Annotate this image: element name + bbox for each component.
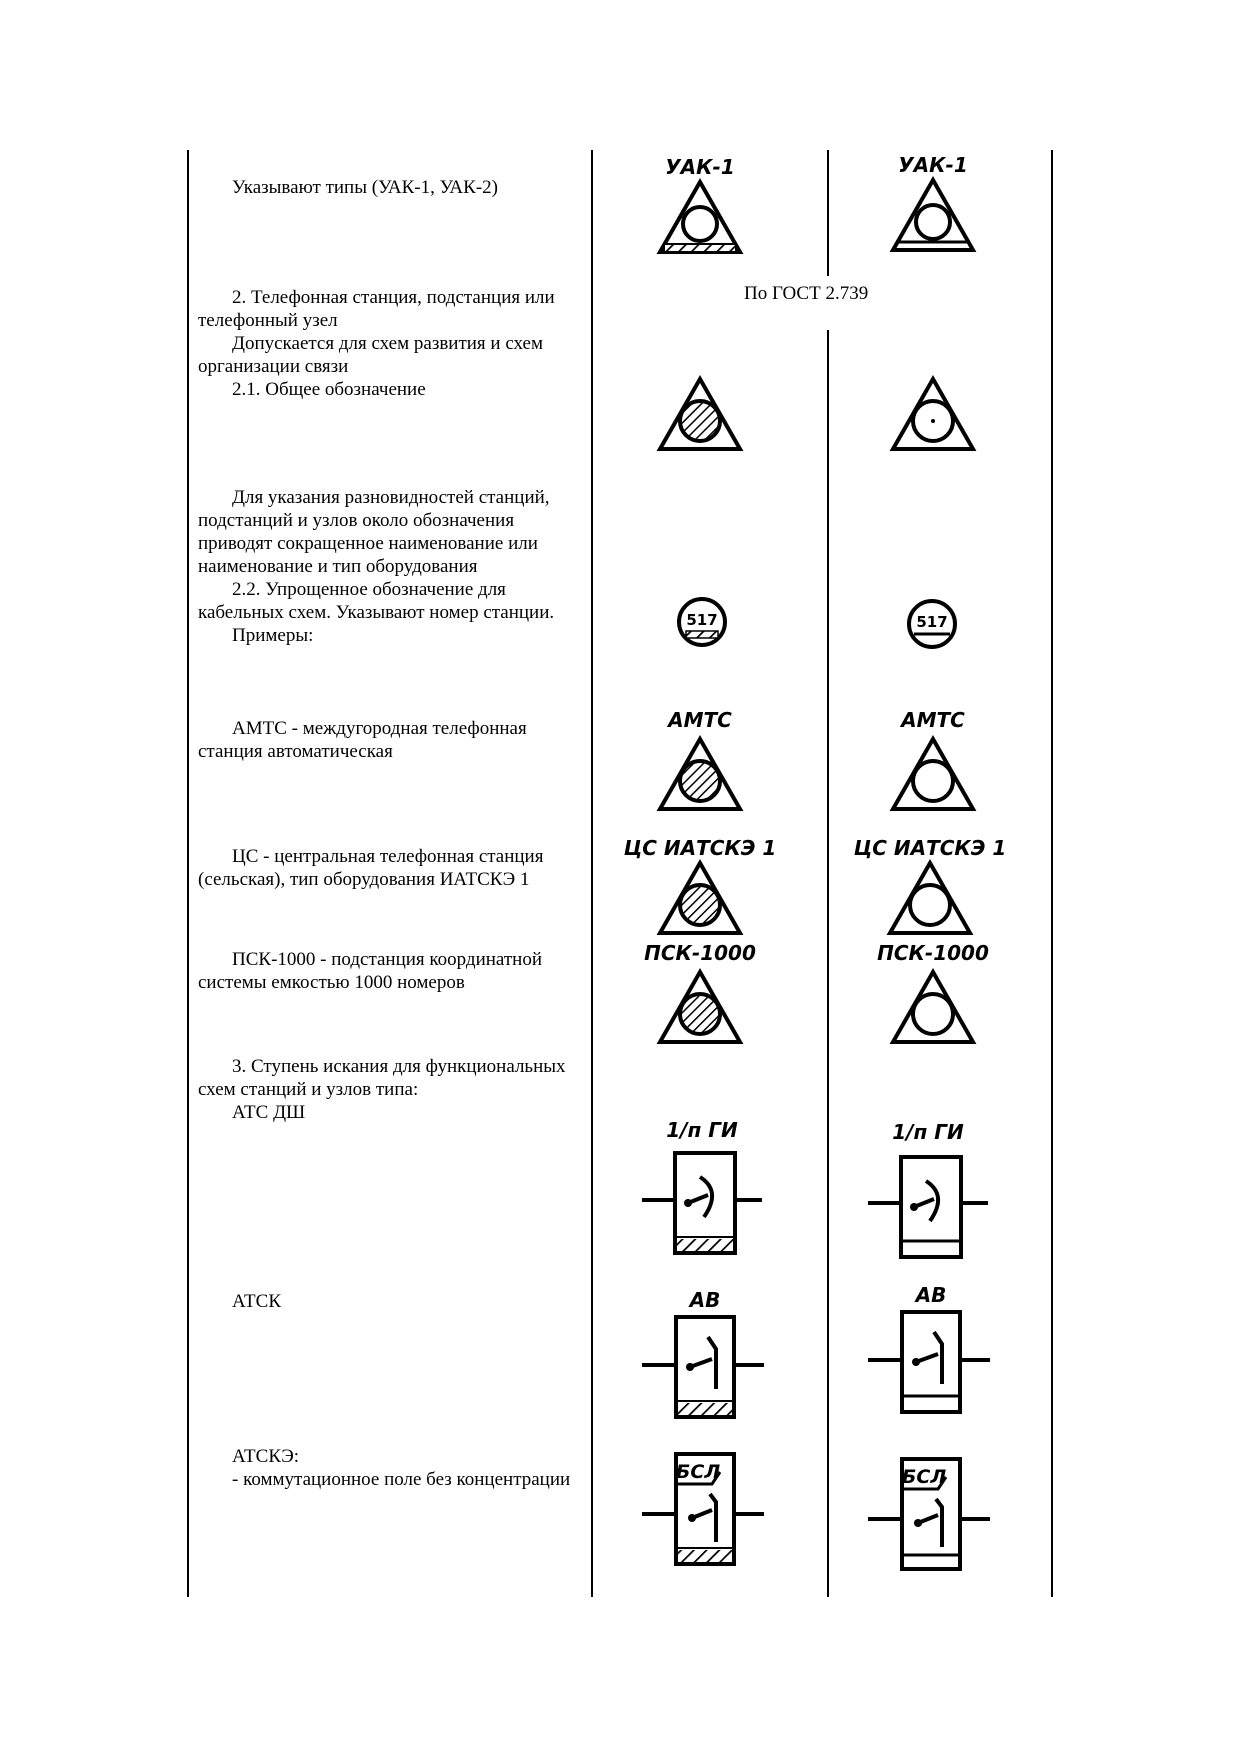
svg-text:БСЛ: БСЛ [675, 1461, 721, 1483]
table-divider-2b [827, 330, 829, 1597]
station-symbol [883, 375, 983, 455]
svg-text:АВ: АВ [689, 1288, 721, 1312]
amts-symbol-gost [650, 707, 750, 817]
table-border-left [187, 150, 189, 1597]
svg-text:517: 517 [916, 613, 948, 631]
bsl-symbol-gost [640, 1450, 770, 1570]
av-symbol-gost [640, 1285, 770, 1425]
svg-text:АВ: АВ [915, 1283, 947, 1307]
svg-text:БСЛ: БСЛ [901, 1466, 947, 1488]
svg-text:517: 517 [686, 611, 718, 629]
table-divider-1 [591, 150, 593, 1597]
row-station-text: 2. Телефонная станция, подстанция или телефонный узел Допускается для схем развития и схем организации связи 2.1. Общее обозначение [198, 287, 555, 400]
svg-text:ЦС ИАТСКЭ 1: ЦС ИАТСКЭ 1 [853, 836, 1007, 860]
gi-symbol-gost [640, 1115, 770, 1260]
row-atske-text: АТСКЭ: - коммутационное поле без концентрации [232, 1446, 571, 1490]
bsl-symbol [866, 1455, 996, 1575]
row-atsk-text: АТСК [232, 1291, 282, 1312]
uak-symbol-gost [650, 152, 750, 262]
svg-text:1/п ГИ: 1/п ГИ [892, 1120, 964, 1144]
svg-text:ЦС ИАТСКЭ 1: ЦС ИАТСКЭ 1 [623, 836, 777, 860]
svg-text:ПСК-1000: ПСК-1000 [644, 941, 756, 965]
row-uak-text: Указывают типы (УАК-1, УАК-2) [232, 177, 498, 198]
amts-symbol [883, 707, 983, 817]
psk-symbol [878, 940, 988, 1050]
gi-symbol [866, 1117, 996, 1262]
cs-symbol [853, 835, 1007, 941]
row-step-text: 3. Ступень искания для функциональных схем станций и узлов типа: АТС ДШ [198, 1056, 566, 1123]
uak-symbol [883, 150, 983, 260]
row-amts-text: АМТС - междугородная телефонная станция автоматическая [198, 718, 527, 762]
svg-text:ПСК-1000: ПСК-1000 [877, 941, 989, 965]
svg-text:1/п ГИ: 1/п ГИ [666, 1118, 738, 1142]
station-symbol-gost [650, 375, 750, 455]
psk-symbol-gost [645, 940, 755, 1050]
svg-text:АМТС: АМТС [668, 708, 732, 732]
row-cs-text: ЦС - центральная телефонная станция (сельская), тип оборудования ИАТСКЭ 1 [198, 846, 544, 890]
svg-text:УАК-1: УАК-1 [665, 155, 735, 179]
svg-text:УАК-1: УАК-1 [898, 153, 968, 177]
svg-text:АМТС: АМТС [901, 708, 965, 732]
station-number-symbol [905, 597, 959, 651]
row-psk-text: ПСК-1000 - подстанция координатной системы емкостью 1000 номеров [198, 949, 543, 993]
cs-symbol-gost [623, 835, 777, 941]
table-divider-2a [827, 150, 829, 276]
station-number-symbol-gost [675, 595, 729, 649]
av-symbol [866, 1280, 996, 1420]
document-page: Указывают типы (УАК-1, УАК-2) 2. Телефонная станция, подстанция или телефонный узел Допускается для схем развития и схем организации связи 2.1. Общее обозначение Для указания разновидностей станций, подстанций и узлов около обозначения приводят сокращенное наименование или наименование и тип оборудования 2.2. Упрощенное обозначение для кабельных схем. Указывают номер станции. Примеры: АМТС - междугородная телефонная станция автоматическая ЦС - центральная телефонная станция (сельская), тип оборудования ИАТСКЭ 1 ПСК-1000 - подстанция координатной системы емкостью 1000 номеров 3. Ступень искания для функциональных схем станций и узлов типа: АТС ДШ АТСК АТСКЭ: - коммутационное поле без концентрации По ГОСТ 2.739 УАК-1 УАК-1 517 517 АМТС АМТС ЦС ИАТСКЭ 1 ЦС ИАТСКЭ 1 ПСК-1000 ПСК-1000 1/п ГИ 1/п ГИ АВ АВ БСЛ БСЛ [0, 0, 1240, 1755]
row-varieties-text: Для указания разновидностей станций, подстанций и узлов около обозначения приводят сокращенное наименование или наименование и тип оборудования 2.2. Упрощенное обозначение для кабельных схем. Указывают номер станции. Примеры: [198, 487, 555, 646]
table-border-right [1051, 150, 1053, 1597]
